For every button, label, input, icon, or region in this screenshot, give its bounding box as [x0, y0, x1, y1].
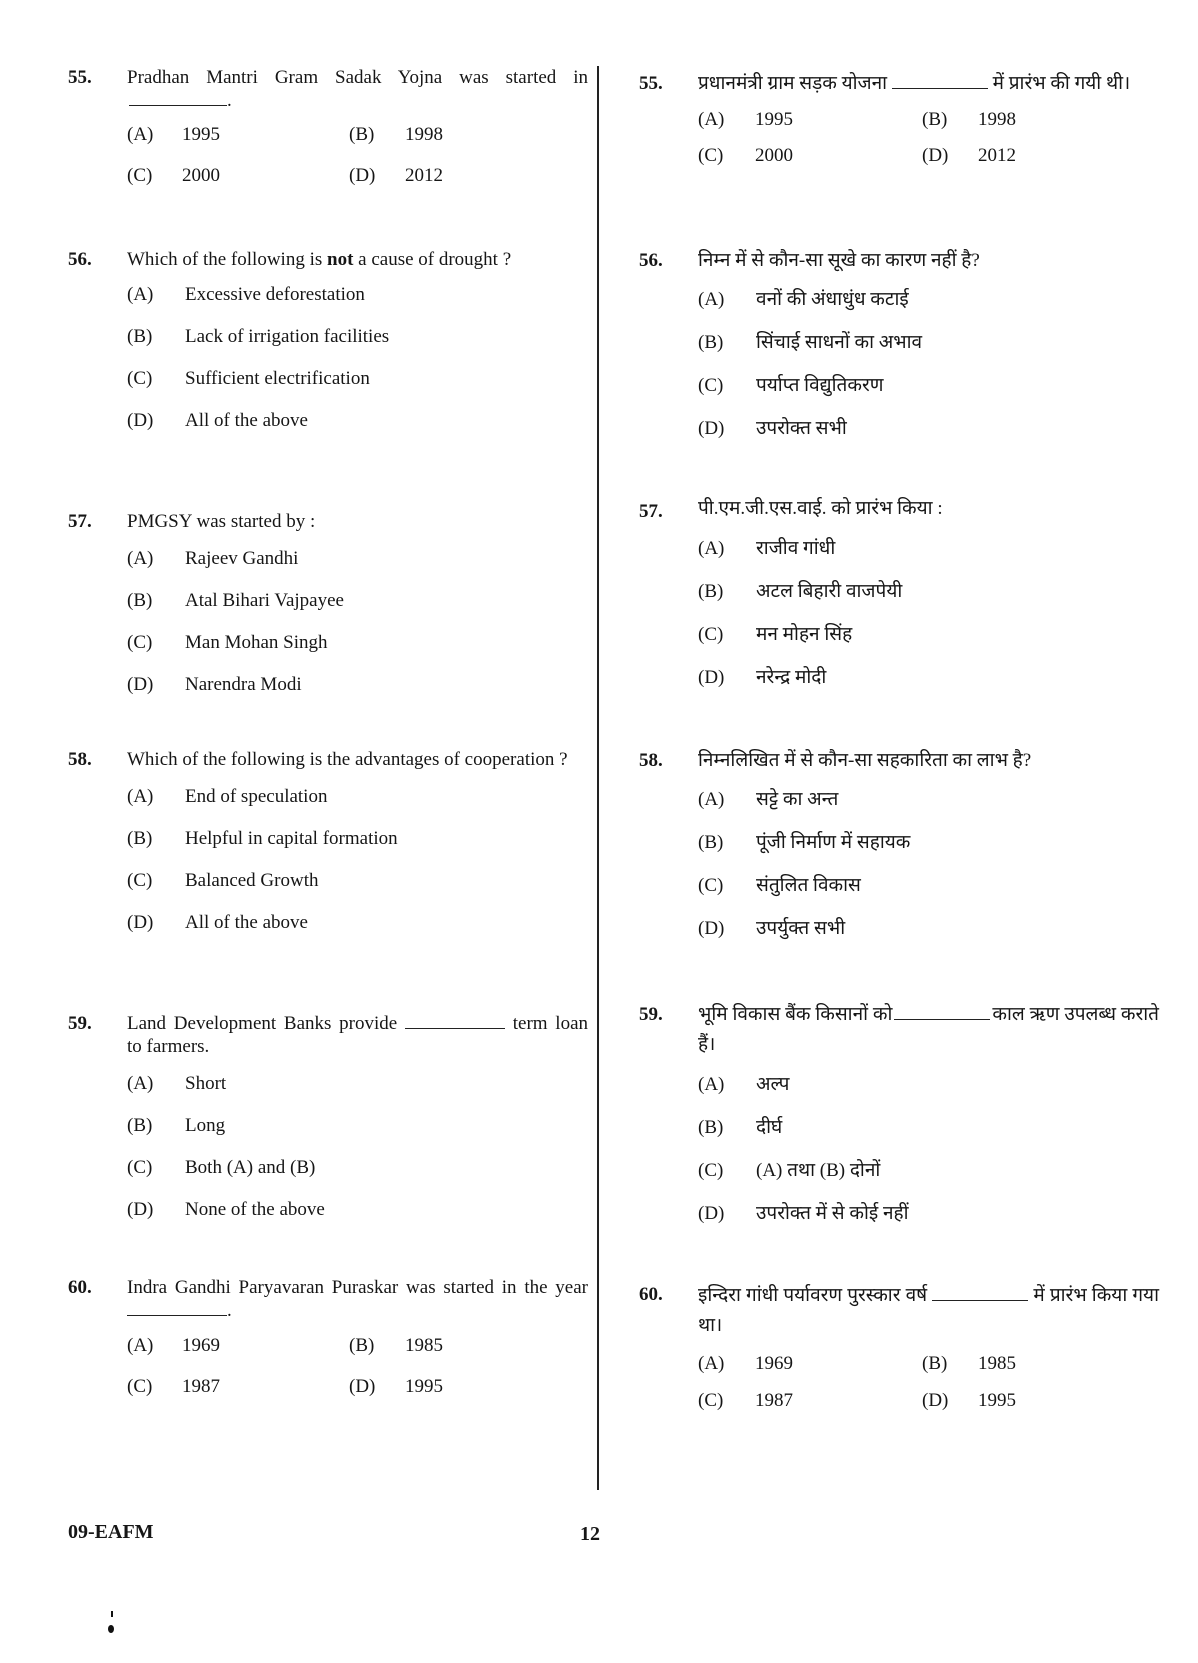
- question-number: 56.: [639, 250, 663, 271]
- option-label: (B): [698, 1116, 724, 1138]
- option-value: नरेन्द्र मोदी: [756, 667, 827, 689]
- option-value: 2012: [405, 165, 443, 187]
- option-label: (B): [698, 581, 724, 603]
- options: [698, 788, 1159, 959]
- option-value: 1987: [755, 1389, 793, 1411]
- option-label: (A): [698, 289, 725, 311]
- question-number: 55.: [639, 73, 663, 94]
- scan-mark: [111, 1611, 113, 1617]
- option-value: 2000: [755, 145, 793, 167]
- option-label: (B): [127, 326, 153, 348]
- option-label: (C): [698, 1159, 724, 1181]
- option-label: (C): [127, 1157, 153, 1179]
- question-number: 59.: [639, 1004, 663, 1025]
- option-label: (D): [922, 145, 949, 167]
- option-value: 1998: [405, 124, 443, 146]
- option-value: All of the above: [185, 410, 308, 432]
- option-label: (C): [127, 870, 153, 892]
- answer-blank: [892, 74, 988, 89]
- option-label: (D): [127, 912, 154, 934]
- option-value: Helpful in capital formation: [185, 828, 398, 850]
- option-value: उपरोक्त में से कोई नहीं: [756, 1202, 909, 1224]
- question-text: भूमि विकास बैंक किसानों को काल ऋण उपलब्ध कराते हैं।: [698, 1004, 1159, 1056]
- question-text: Land Development Banks provide term loan to farmers.: [127, 1013, 589, 1058]
- question-number: 58.: [68, 749, 92, 770]
- question-59: [68, 1012, 588, 1240]
- question-text: Which of the following is not a cause of drought ?: [127, 249, 512, 270]
- option-value: 1969: [182, 1335, 220, 1357]
- option-value: अल्प: [756, 1073, 790, 1095]
- option-value: 1969: [755, 1352, 793, 1374]
- option-label: (D): [698, 418, 725, 440]
- scan-dot: [108, 1625, 114, 1633]
- option-value: Lack of irrigation facilities: [185, 326, 390, 348]
- option-label: (B): [127, 590, 153, 612]
- option-label: (B): [922, 109, 948, 131]
- option-value: उपरोक्त सभी: [756, 418, 847, 440]
- option-value: None of the above: [185, 1199, 325, 1221]
- page-number: 12: [580, 1523, 600, 1545]
- options: [698, 1352, 1159, 1430]
- options: [127, 123, 588, 205]
- paper-code: 09-EAFM: [68, 1521, 154, 1543]
- options: [127, 785, 588, 953]
- question-number: 57.: [68, 511, 92, 532]
- options: [127, 547, 588, 715]
- question-58-hindi: [639, 749, 1159, 959]
- option-value: सट्टे का अन्त: [756, 789, 839, 811]
- option-value: 1995: [978, 1389, 1016, 1411]
- options: [127, 1334, 588, 1416]
- option-value: 1985: [978, 1352, 1016, 1374]
- option-label: (C): [127, 632, 153, 654]
- option-value: Narendra Modi: [185, 674, 302, 696]
- option-label: (A): [698, 789, 725, 811]
- question-text: Pradhan Mantri Gram Sadak Yojna was started in.: [127, 67, 588, 112]
- answer-blank: [894, 1005, 990, 1020]
- option-value: 1985: [405, 1335, 443, 1357]
- option-value: दीर्घ: [756, 1116, 783, 1138]
- question-57-hindi: [639, 497, 1159, 708]
- option-value: मन मोहन सिंह: [756, 624, 853, 646]
- option-label: (A): [127, 284, 154, 306]
- option-label: (C): [698, 145, 724, 167]
- option-label: (D): [349, 1376, 376, 1398]
- option-label: (B): [698, 332, 724, 354]
- option-label: (B): [922, 1352, 948, 1374]
- answer-blank: [127, 1301, 227, 1316]
- question-number: 56.: [68, 249, 92, 270]
- question-text: पी.एम.जी.एस.वाई. को प्रारंभ किया :: [698, 498, 943, 519]
- option-value: Both (A) and (B): [185, 1157, 316, 1179]
- option-value: 1995: [182, 124, 220, 146]
- option-label: (D): [922, 1389, 949, 1411]
- question-text: निम्न में से कौन-सा सूखे का कारण नहीं है?: [698, 250, 980, 271]
- option-label: (A): [698, 1352, 725, 1374]
- option-value: Atal Bihari Vajpayee: [185, 590, 344, 612]
- option-label: (B): [349, 124, 375, 146]
- option-label: (A): [127, 1335, 154, 1357]
- option-value: सिंचाई साधनों का अभाव: [756, 332, 923, 354]
- option-label: (A): [698, 1073, 725, 1095]
- option-value: Man Mohan Singh: [185, 632, 328, 654]
- option-label: (A): [127, 786, 154, 808]
- options: [698, 288, 1159, 459]
- question-59-hindi: [639, 1000, 1159, 1244]
- option-value: 2000: [182, 165, 220, 187]
- question-text: PMGSY was started by :: [127, 511, 316, 532]
- question-55-hindi: [639, 68, 1159, 185]
- option-label: (B): [127, 828, 153, 850]
- option-label: (D): [698, 1202, 725, 1224]
- option-value: Rajeev Gandhi: [185, 548, 299, 570]
- option-label: (C): [698, 1389, 724, 1411]
- option-label: (A): [698, 109, 725, 131]
- option-value: 1987: [182, 1376, 220, 1398]
- option-value: अटल बिहारी वाजपेयी: [756, 581, 903, 603]
- option-label: (C): [698, 375, 724, 397]
- option-label: (C): [698, 875, 724, 897]
- option-label: (D): [127, 410, 154, 432]
- option-label: (B): [698, 832, 724, 854]
- options: [698, 108, 1159, 185]
- answer-blank: [405, 1014, 505, 1029]
- question-text: Indra Gandhi Paryavaran Puraskar was started in the year .: [127, 1277, 588, 1322]
- option-label: (C): [127, 1376, 153, 1398]
- question-number: 59.: [68, 1013, 92, 1034]
- option-label: (B): [127, 1115, 153, 1137]
- options: [127, 1072, 588, 1240]
- question-number: 57.: [639, 501, 663, 522]
- option-label: (D): [127, 674, 154, 696]
- options: [127, 283, 588, 451]
- option-value: Short: [185, 1073, 227, 1095]
- option-value: उपर्युक्त सभी: [756, 918, 846, 940]
- question-text: प्रधानमंत्री ग्राम सड़क योजना में प्रारंभ की गयी थी।: [698, 73, 1131, 94]
- option-label: (D): [698, 667, 725, 689]
- column-divider: [597, 66, 599, 1490]
- options: [698, 1073, 1159, 1244]
- question-56: [68, 248, 588, 451]
- question-text: Which of the following is the advantages of cooperation ?: [127, 749, 568, 770]
- option-value: 1995: [755, 109, 793, 131]
- option-value: (A) तथा (B) दोनों: [756, 1159, 881, 1181]
- question-number: 60.: [639, 1284, 663, 1305]
- option-value: पर्याप्त विद्युतिकरण: [756, 375, 884, 397]
- option-label: (A): [127, 548, 154, 570]
- question-55: [68, 66, 588, 205]
- question-58: [68, 748, 588, 953]
- option-value: All of the above: [185, 912, 308, 934]
- question-56-hindi: [639, 249, 1159, 459]
- option-label: (C): [698, 624, 724, 646]
- option-value: 1995: [405, 1376, 443, 1398]
- question-text: इन्दिरा गांधी पर्यावरण पुरस्कार वर्ष में प्रारंभ किया गया था।: [698, 1285, 1159, 1337]
- option-label: (D): [127, 1199, 154, 1221]
- option-label: (A): [127, 124, 154, 146]
- option-value: 1998: [978, 109, 1016, 131]
- option-value: Balanced Growth: [185, 870, 319, 892]
- option-value: पूंजी निर्माण में सहायक: [756, 832, 911, 854]
- option-label: (C): [127, 368, 153, 390]
- answer-blank: [932, 1286, 1028, 1301]
- option-label: (D): [349, 165, 376, 187]
- option-label: (D): [698, 918, 725, 940]
- question-number: 60.: [68, 1277, 92, 1298]
- option-value: संतुलित विकास: [756, 875, 861, 897]
- option-value: Excessive deforestation: [185, 284, 365, 306]
- question-60-hindi: [639, 1281, 1159, 1430]
- option-value: Long: [185, 1115, 226, 1137]
- option-value: End of speculation: [185, 786, 328, 808]
- option-value: 2012: [978, 145, 1016, 167]
- question-60: [68, 1276, 588, 1416]
- option-label: (C): [127, 165, 153, 187]
- option-value: Sufficient electrification: [185, 368, 370, 390]
- question-number: 55.: [68, 67, 92, 88]
- option-label: (A): [127, 1073, 154, 1095]
- option-label: (B): [349, 1335, 375, 1357]
- question-57: [68, 510, 588, 715]
- question-text: निम्नलिखित में से कौन-सा सहकारिता का लाभ है?: [698, 750, 1032, 771]
- option-label: (A): [698, 538, 725, 560]
- option-value: राजीव गांधी: [756, 538, 836, 560]
- options: [698, 537, 1159, 708]
- answer-blank: [129, 91, 227, 106]
- question-number: 58.: [639, 750, 663, 771]
- option-value: वनों की अंधाधुंध कटाई: [756, 289, 909, 311]
